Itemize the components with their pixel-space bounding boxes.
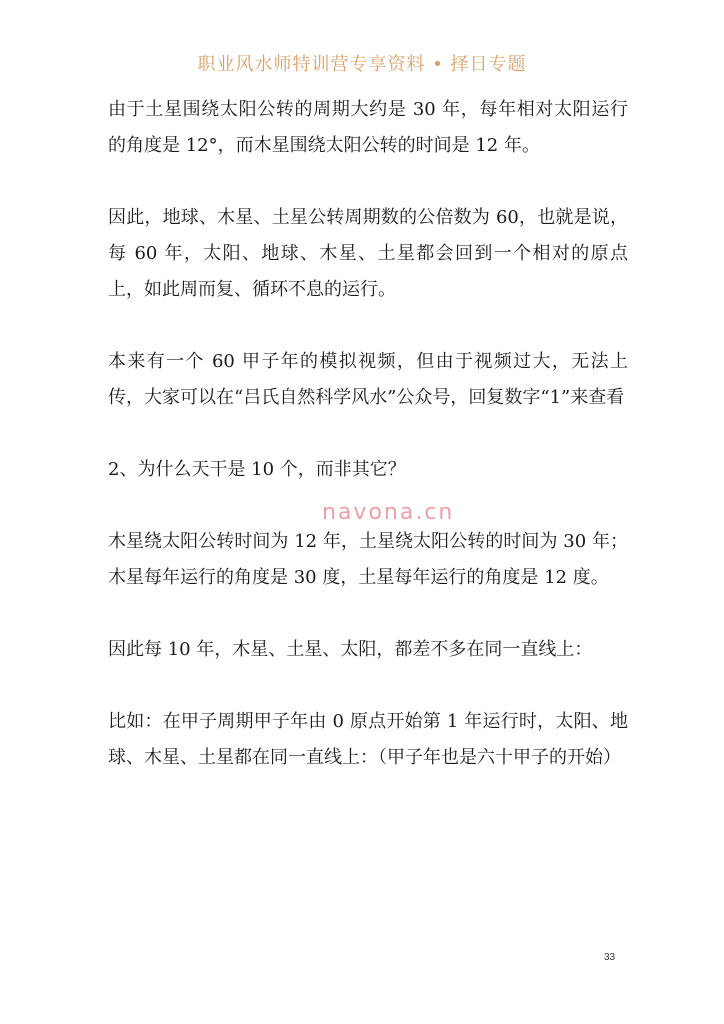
paragraph-jiazi-example: 比如：在甲子周期甲子年由 0 原点开始第 1 年运行时，太阳、地球、木星、土星都在同一直线上：（甲子年也是六十甲子的开始）	[108, 711, 628, 768]
watermark: navona.cn	[322, 500, 455, 525]
paragraph-jupiter-saturn-angles: 木星绕太阳公转时间为 12 年，土星绕太阳公转的时间为 30 年；木星每年运行的角度是 30 度，土星每年运行的角度是 12 度。	[108, 531, 628, 588]
section-heading-heavenly-stems: 2、为什么天干是 10 个，而非其它？	[108, 459, 406, 480]
paragraph-saturn-period: 由于土星围绕太阳公转的周期大约是 30 年，每年相对太阳运行的角度是 12°，而木星围绕太阳公转的时间是 12 年。	[108, 99, 628, 156]
paragraph-video-note: 本来有一个 60 甲子年的模拟视频，但由于视频过大，无法上传，大家可以在“吕氏自然科学风水”公众号，回复数字“1”来查看	[108, 351, 628, 408]
paragraph-common-multiple: 因此，地球、木星、土星公转周期数的公倍数为 60，也就是说，每 60 年，太阳、地球、木星、土星都会回到一个相对的原点上，如此周而复、循环不息的运行。	[108, 207, 628, 300]
page-number: 33	[604, 952, 616, 963]
page-header: 职业风水师特训营专享资料 • 择日专题	[197, 54, 527, 75]
paragraph-ten-year-alignment: 因此每 10 年，木星、土星、太阳，都差不多在同一直线上：	[108, 639, 593, 660]
document-body	[108, 92, 628, 812]
